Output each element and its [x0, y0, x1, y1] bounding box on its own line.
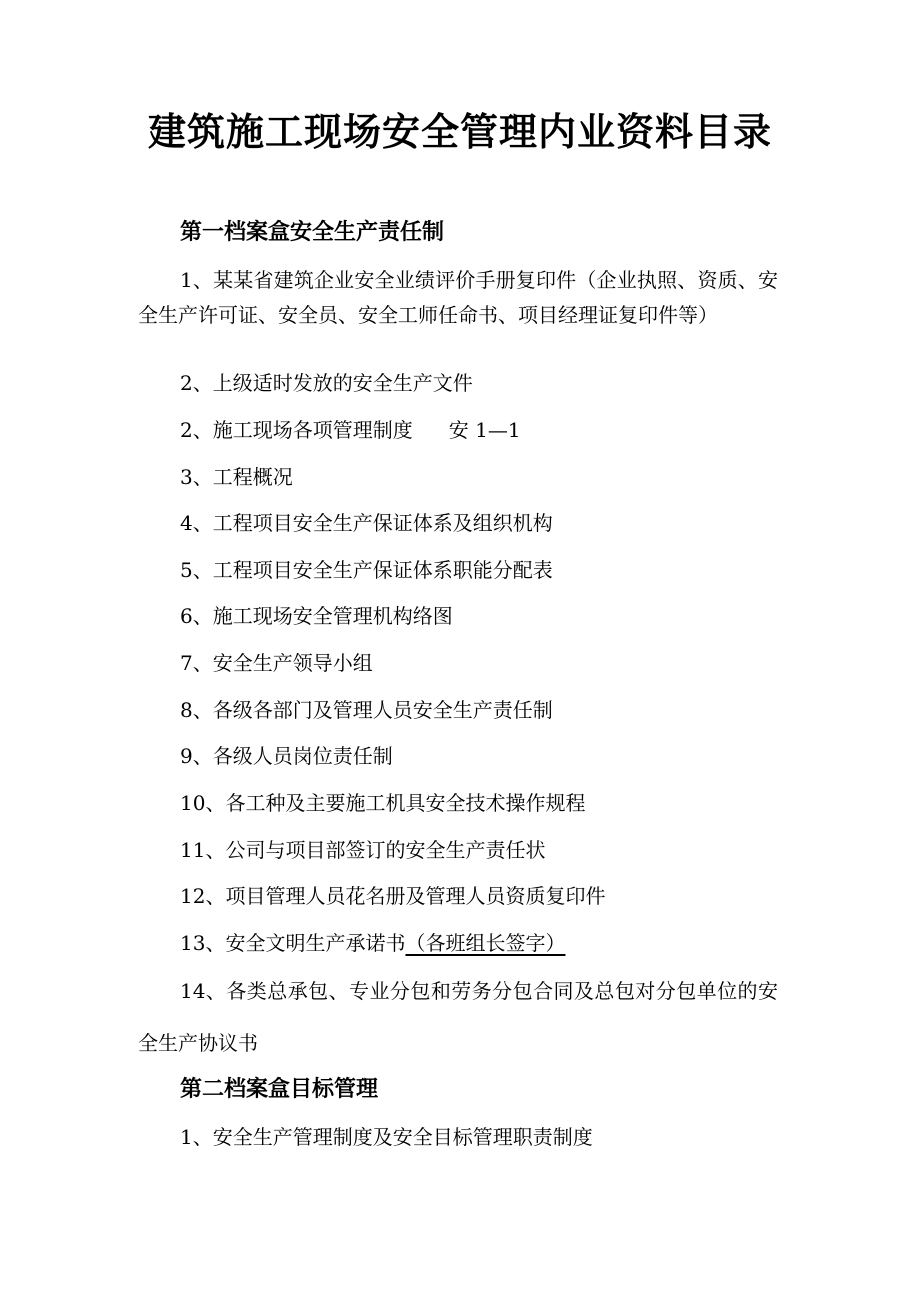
item-code: 安 1—1: [448, 418, 521, 442]
list-item-1-15: 14、各类总承包、专业分包和劳务分包合同及总包对分包单位的安全生产协议书: [138, 979, 778, 1055]
list-item-1-5: 4、工程项目安全生产保证体系及组织机构: [180, 511, 553, 535]
list-item-2-1: 1、安全生产管理制度及安全目标管理职责制度: [180, 1125, 593, 1149]
list-item-1-2: 2、上级适时发放的安全生产文件: [180, 371, 473, 395]
list-item-text: 13、安全文明生产承诺书: [180, 931, 406, 955]
list-item-1-4: 3、工程概况: [180, 465, 293, 489]
list-item-1-11: 10、各工种及主要施工机具安全技术操作规程: [180, 791, 586, 815]
item-note: （各班组长签字）: [405, 931, 566, 955]
list-item-1-1: 1、某某省建筑企业安全业绩评价手册复印件（企业执照、资质、安全生产许可证、安全员、安全工师任命书、项目经理证复印件等）: [138, 268, 778, 327]
list-item-1-14: [180, 928, 565, 958]
list-item-1-13: 12、项目管理人员花名册及管理人员资质复印件: [180, 884, 606, 908]
section-heading-2: 第二档案盒目标管理: [180, 1077, 379, 1102]
list-item-1-7: 6、施工现场安全管理机构络图: [180, 604, 453, 628]
list-item-1-3: [180, 415, 521, 445]
list-item-1-10: 9、各级人员岗位责任制: [180, 744, 393, 768]
list-item-1-9: 8、各级各部门及管理人员安全生产责任制: [180, 698, 553, 722]
section-heading-1: 第一档案盒安全生产责任制: [180, 220, 445, 245]
list-item-1-8: 7、安全生产领导小组: [180, 651, 373, 675]
document-title: 建筑施工现场安全管理内业资料目录: [147, 110, 772, 154]
list-item-text: 2、施工现场各项管理制度: [180, 418, 413, 442]
list-item-1-6: 5、工程项目安全生产保证体系职能分配表: [180, 558, 553, 582]
list-item-1-12: 11、公司与项目部签订的安全生产责任状: [180, 838, 546, 862]
